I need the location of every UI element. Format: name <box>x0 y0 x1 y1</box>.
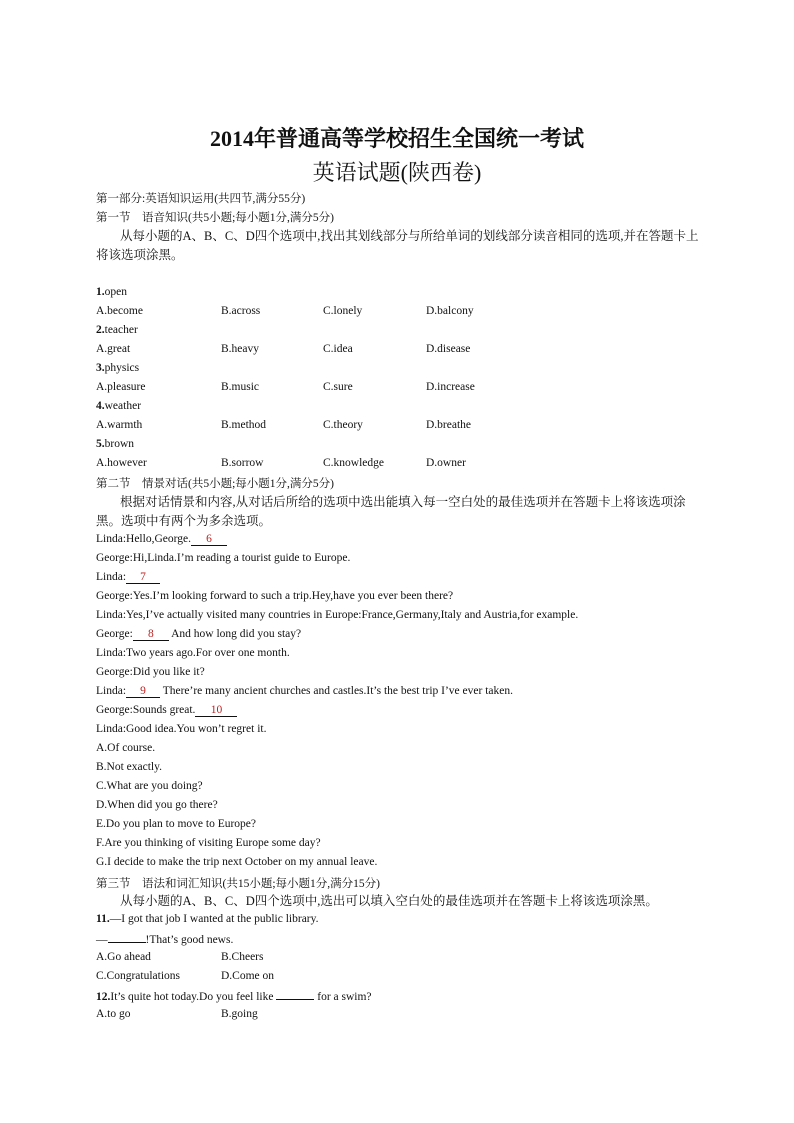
answer-blank-10[interactable]: 10 <box>195 704 237 717</box>
option-a[interactable]: A.become <box>96 305 143 317</box>
section3-header: 第三节 语法和词汇知识(共15小题;每小题1分,满分15分) <box>96 878 380 890</box>
dialog-line: George:Sounds great. 10 <box>96 704 237 717</box>
option-b[interactable]: B.sorrow <box>221 457 264 469</box>
dialog-line: Linda:Good idea.You won’t regret it. <box>96 723 267 735</box>
dialog-option[interactable]: E.Do you plan to move to Europe? <box>96 818 257 830</box>
answer-blank-8[interactable]: 8 <box>133 628 169 641</box>
option-b[interactable]: B.music <box>221 381 260 393</box>
page-subtitle: 英语试题(陕西卷) <box>312 160 482 185</box>
section1-header: 第一节 语音知识(共5小题;每小题1分,满分5分) <box>96 212 334 224</box>
answer-blank-11[interactable] <box>108 932 146 943</box>
option-a[interactable]: A.warmth <box>96 419 143 431</box>
option-a[interactable]: A.great <box>96 343 131 355</box>
dialog-line: George:Did you like it? <box>96 666 205 678</box>
dialog-line: George:Yes.I’m looking forward to such a trip.Hey,have you ever been there? <box>96 590 454 602</box>
answer-blank-12[interactable] <box>276 989 314 1000</box>
option-a[interactable]: A.however <box>96 457 147 469</box>
section3-instructions: 从每小题的A、B、C、D四个选项中,选出可以填入空白处的最佳选项并在答题卡上将该选项涂黑。 <box>120 894 658 908</box>
option-d[interactable]: D.balcony <box>426 305 474 317</box>
dialog-option[interactable]: F.Are you thinking of visiting Europe some day? <box>96 837 321 849</box>
option-b[interactable]: B.across <box>221 305 261 317</box>
option-b[interactable]: B.Cheers <box>221 951 264 963</box>
option-c[interactable]: C.idea <box>323 343 353 355</box>
question-12: 12.It’s quite hot today.Do you feel like for a swim? <box>96 991 372 1003</box>
section1-instructions: 从每小题的A、B、C、D四个选项中,找出其划线部分与所给单词的划线部分读音相同的选项,并在答题卡上将该选项涂黑。 <box>96 229 699 262</box>
question-4: 4.weather <box>96 400 142 412</box>
dialog-option[interactable]: D.When did you go there? <box>96 799 218 811</box>
dialog-option[interactable]: A.Of course. <box>96 742 156 754</box>
option-c[interactable]: C.knowledge <box>323 457 385 469</box>
question-2: 2.teacher <box>96 324 138 336</box>
dialog-option[interactable]: C.What are you doing? <box>96 780 203 792</box>
section2-header: 第二节 情景对话(共5小题;每小题1分,满分5分) <box>96 478 334 490</box>
dialog-line: Linda: 9 There’re many ancient churches and castles.It’s the best trip I’ve ever taken. <box>96 685 513 697</box>
option-d[interactable]: D.disease <box>426 343 471 355</box>
page-title: 2014年普通高等学校招生全国统一考试 <box>209 126 584 151</box>
section2-instructions: 根据对话情景和内容,从对话后所给的选项中选出能填入每一空白处的最佳选项并在答题卡上将该选项涂黑。选项中有两个为多余选项。 <box>96 495 686 528</box>
option-b[interactable]: B.method <box>221 419 267 431</box>
option-c[interactable]: C.sure <box>323 381 353 393</box>
option-d[interactable]: D.increase <box>426 381 475 393</box>
option-c[interactable]: C.Congratulations <box>96 970 181 982</box>
option-d[interactable]: D.breathe <box>426 419 472 431</box>
dialog-line: Linda:Two years ago.For over one month. <box>96 647 290 659</box>
option-a[interactable]: A.to go <box>96 1008 131 1020</box>
dialog-option[interactable]: G.I decide to make the trip next October on my annual leave. <box>96 856 378 868</box>
dialog-line: George:Hi,Linda.I’m reading a tourist guide to Europe. <box>96 552 351 564</box>
question-5: 5.brown <box>96 438 135 450</box>
option-b[interactable]: B.going <box>221 1008 258 1020</box>
dialog-line: Linda:Hello,George. 6 <box>96 533 227 546</box>
dialog-line: Linda: 7 <box>96 571 160 584</box>
question-3: 3.physics <box>96 362 140 374</box>
option-a[interactable]: A.pleasure <box>96 381 146 393</box>
option-a[interactable]: A.Go ahead <box>96 951 151 963</box>
answer-blank-6[interactable]: 6 <box>191 533 227 546</box>
option-c[interactable]: C.theory <box>323 419 363 431</box>
question-11: 11.—I got that job I wanted at the public library. <box>96 913 319 925</box>
part1-header: 第一部分:英语知识运用(共四节,满分55分) <box>96 193 306 205</box>
answer-blank-9[interactable]: 9 <box>126 685 160 698</box>
option-d[interactable]: D.Come on <box>221 970 275 982</box>
dialog-line: George: 8 And how long did you stay? <box>96 628 302 640</box>
answer-blank-7[interactable]: 7 <box>126 571 160 584</box>
dialog-line: Linda:Yes,I’ve actually visited many countries in Europe:France,Germany,Italy and Austria,for example. <box>96 609 579 621</box>
dialog-option[interactable]: B.Not exactly. <box>96 761 163 773</box>
question-11-reply: — !That’s good news. <box>96 934 234 946</box>
option-d[interactable]: D.owner <box>426 457 466 469</box>
option-c[interactable]: C.lonely <box>323 305 363 317</box>
option-b[interactable]: B.heavy <box>221 343 260 355</box>
question-1: 1.open <box>96 286 127 298</box>
